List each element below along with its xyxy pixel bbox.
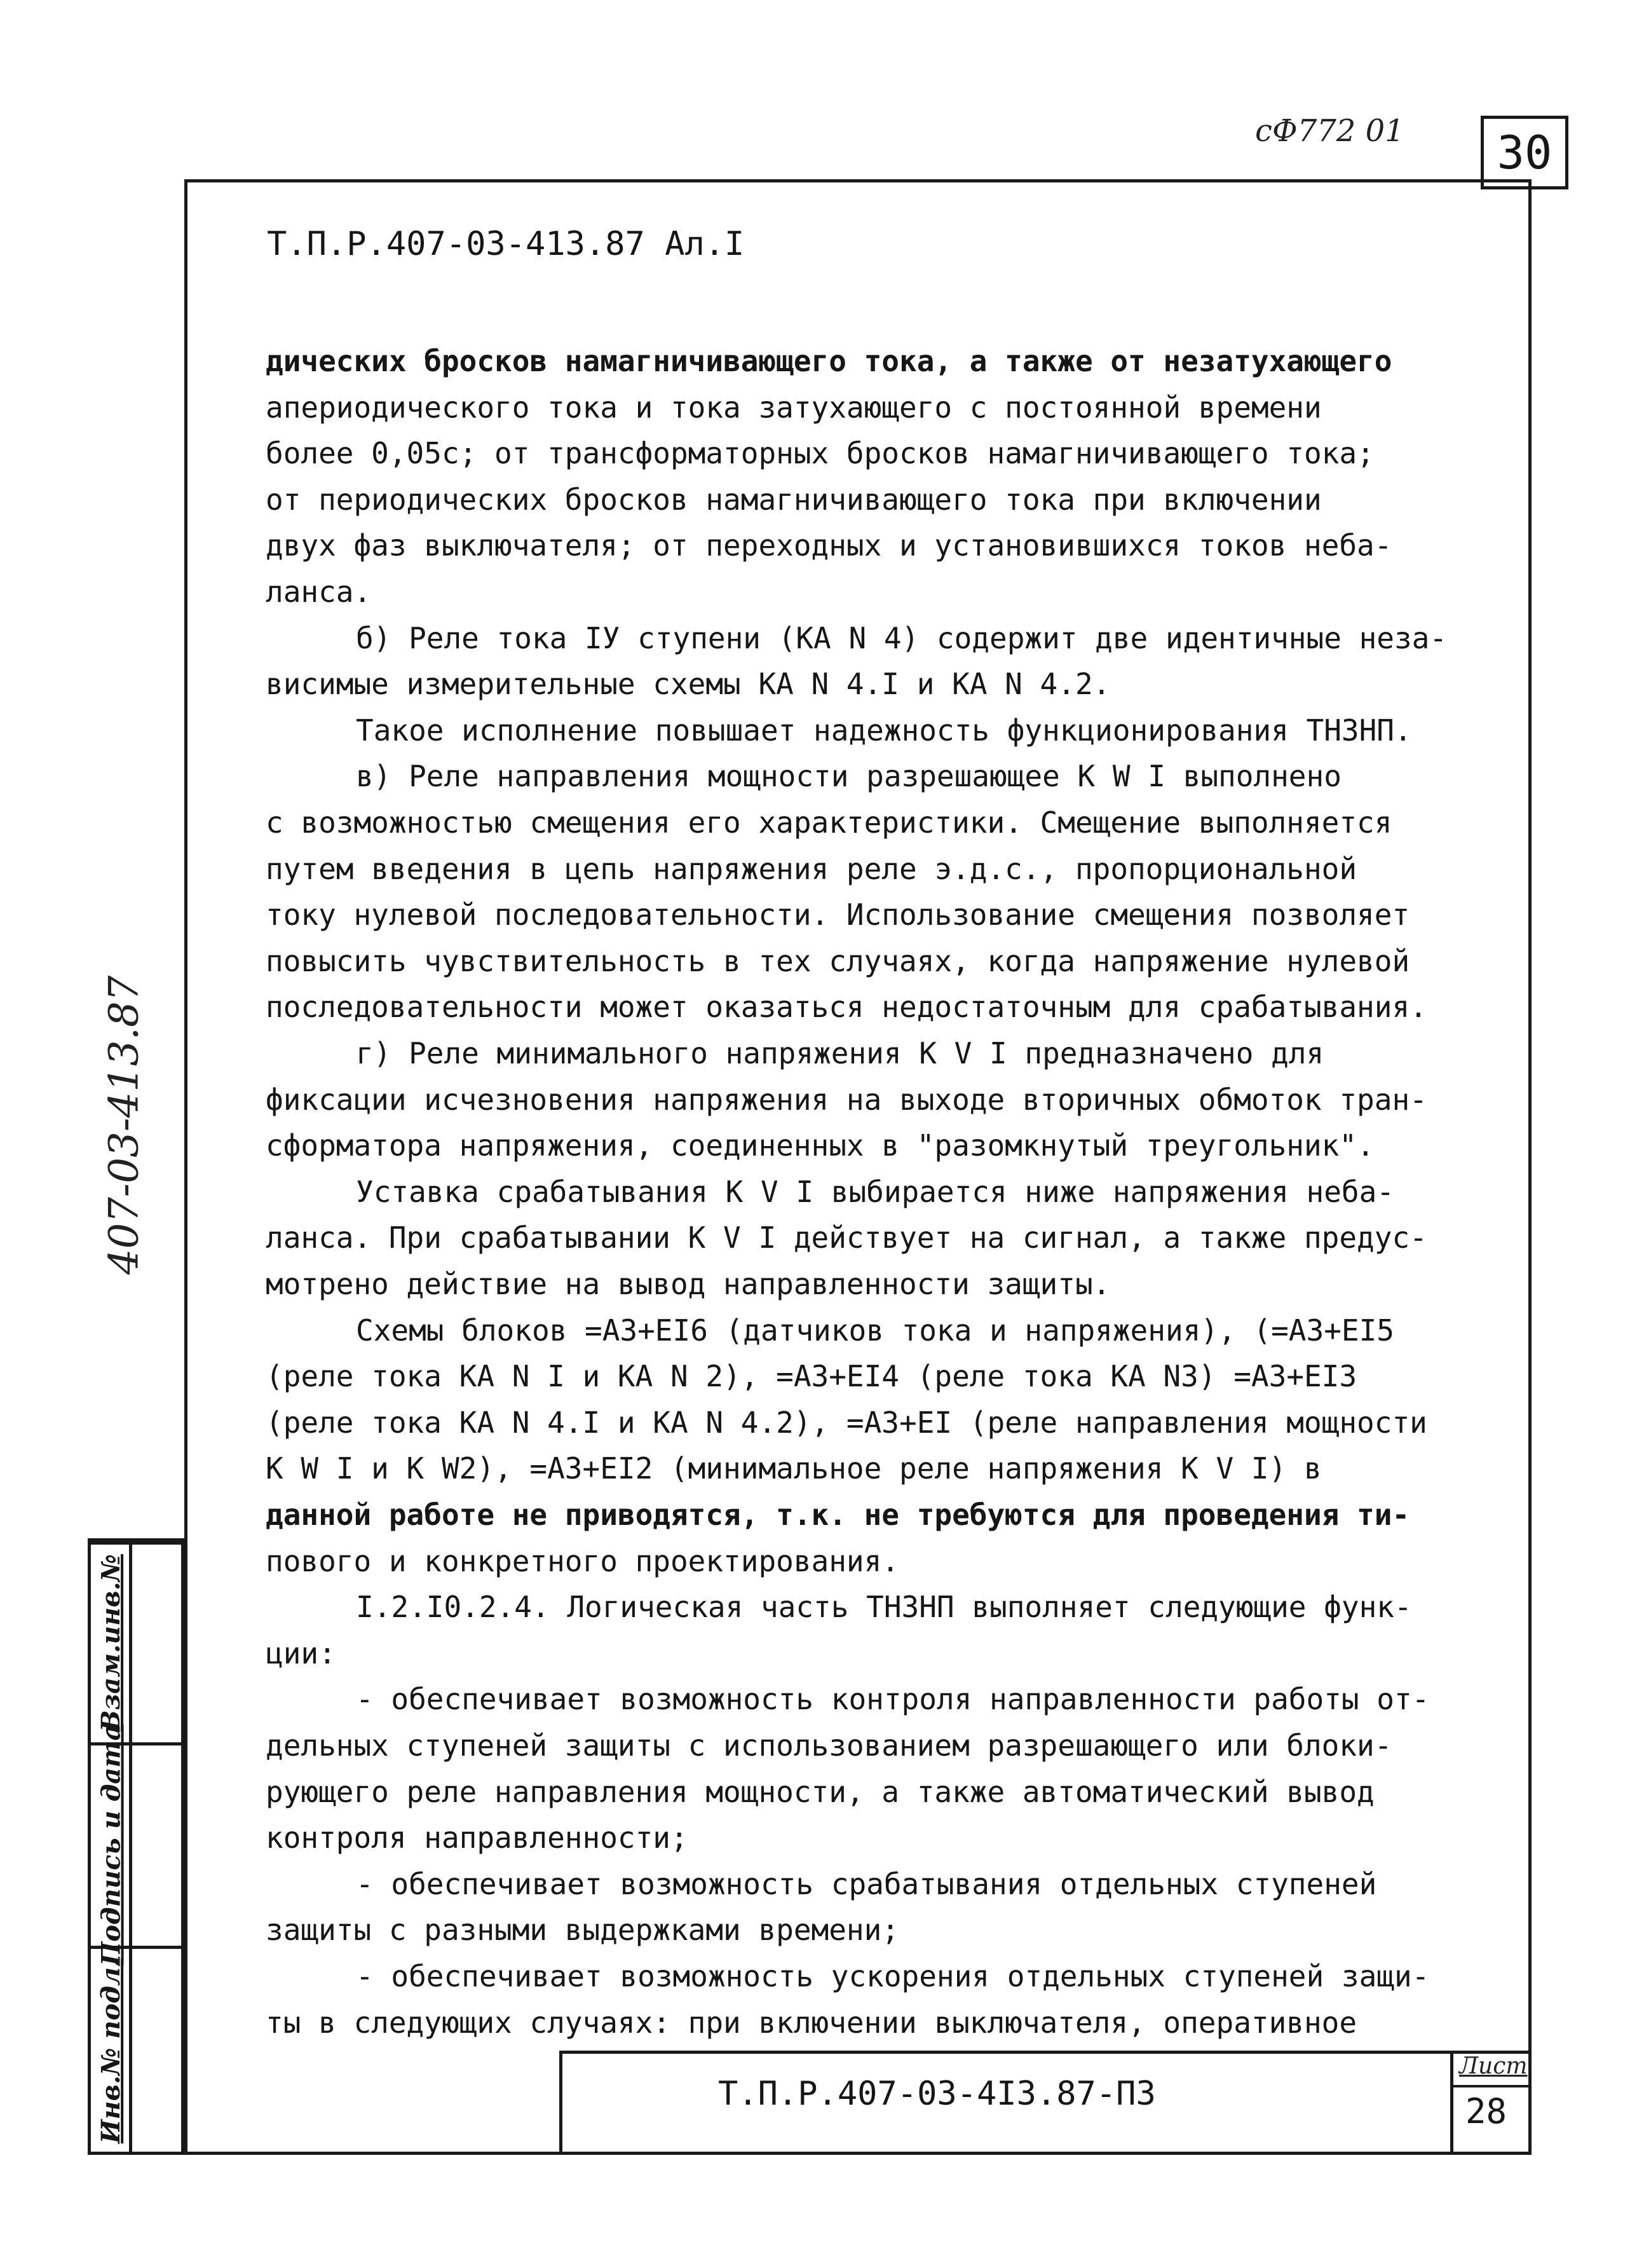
body-line: от периодических бросков намагничивающего тока при включении <box>266 482 1322 517</box>
body-line: (реле тока KA N I и KA N 2), =А3+ЕI4 (реле тока KA N3) =А3+ЕI3 <box>266 1359 1357 1393</box>
stamp-inv-original: Инв.№ подл. <box>96 1958 126 2143</box>
body-line: ции: <box>266 1636 336 1670</box>
stamp-signature-date: Подпись и дата <box>96 1723 126 1966</box>
body-line: - обеспечивает возможность срабатывания отдельных ступеней <box>356 1867 1377 1901</box>
body-line: фиксации исчезновения напряжения на выходе вторичных обмоток тран- <box>266 1083 1427 1117</box>
body-line: с возможностью смещения его характеристики. Смещение выполняется <box>266 805 1392 840</box>
title-block-sheet-divider <box>1450 2085 1532 2087</box>
side-document-code <box>60 975 187 1275</box>
body-line: защиты с разными выдержками времени; <box>266 1913 899 1947</box>
body-line: последовательности может оказаться недостаточным для срабатывания. <box>266 990 1427 1024</box>
body-line: Такое исполнение повышает надежность функционирования ТНЗНП. <box>356 713 1412 748</box>
body-line: (реле тока KA N 4.I и KA N 4.2), =А3+ЕI (реле направления мощности <box>266 1405 1427 1440</box>
archive-sheet-number: 30 <box>1481 116 1568 189</box>
body-line: апериодического тока и тока затухающего с постоянной времени <box>266 390 1322 425</box>
body-line: дельных ступеней защиты с использованием разрешающего или блоки- <box>266 1728 1392 1763</box>
body-line: более 0,05с; от трансформаторных бросков намагничивающего тока; <box>266 436 1375 470</box>
body-line: Схемы блоков =А3+ЕI6 (датчиков тока и напряжения), (=А3+ЕI5 <box>356 1313 1394 1348</box>
body-line: дических бросков намагничивающего тока, а также от незатухающего <box>266 344 1392 378</box>
body-line: току нулевой последовательности. Использование смещения позволяет <box>266 898 1410 932</box>
body-line: висимые измерительные схемы KA N 4.I и KA N 4.2. <box>266 667 1111 701</box>
body-line: контроля направленности; <box>266 1821 688 1855</box>
approval-stamp <box>88 1538 184 2155</box>
body-line: пового и конкретного проектирования. <box>266 1544 899 1578</box>
document-header: Т.П.Р.407-03-413.87 Ал.I <box>267 225 745 263</box>
body-line: в) Реле направления мощности разрешающее K W I выполнено <box>356 759 1342 793</box>
body-line: б) Реле тока IУ ступени (KA N 4) содержит две идентичные неза- <box>356 621 1448 655</box>
title-block-sheet-label: Лист <box>1459 2053 1528 2079</box>
body-line: мотрено действие на вывод направленности защиты. <box>266 1267 1111 1301</box>
page-frame <box>184 179 1532 2155</box>
archive-note: сФ772 01 <box>1255 113 1404 149</box>
side-code-text: 407-03-413.87 <box>100 975 147 1275</box>
title-block-code: Т.П.Р.407-03-4I3.87-ПЗ <box>718 2075 1156 2113</box>
stamp-replace-inv: Взам.инв.№ <box>96 1554 126 1732</box>
body-line: ланса. При срабатывании K V I действует на сигнал, а также предус- <box>266 1220 1427 1255</box>
body-line: ты в следующих случаях: при включении выключателя, оперативное <box>266 2005 1357 2040</box>
body-line: г) Реле минимального напряжения K V I предназначено для <box>356 1036 1324 1070</box>
title-block-sheet-number: 28 <box>1465 2091 1507 2131</box>
body-line: - обеспечивает возможность ускорения отдельных ступеней защи- <box>356 1959 1430 1993</box>
body-line: - обеспечивает возможность контроля направленности работы от- <box>356 1682 1430 1716</box>
body-line: сформатора напряжения, соединенных в "разомкнутый треугольник". <box>266 1128 1375 1163</box>
body-line: рующего реле направления мощности, а также автоматический вывод <box>266 1775 1375 1809</box>
body-line: K W I и K W2), =А3+ЕI2 (минимальное реле напряжения K V I) в <box>266 1451 1322 1486</box>
body-line: путем введения в цепь напряжения реле э.д.с., пропорциональной <box>266 852 1357 886</box>
body-line: I.2.I0.2.4. Логическая часть ТНЗНП выполняет следующие функ- <box>356 1590 1412 1624</box>
body-line: Уставка срабатывания K V I выбирается ниже напряжения неба- <box>356 1175 1394 1209</box>
body-line: повысить чувствительность в тех случаях, когда напряжение нулевой <box>266 944 1410 978</box>
body-line: данной работе не приводятся, т.к. не требуются для проведения ти- <box>266 1498 1410 1532</box>
body-line: ланса. <box>266 575 372 609</box>
body-line: двух фаз выключателя; от переходных и установившихся токов неба- <box>266 528 1392 563</box>
